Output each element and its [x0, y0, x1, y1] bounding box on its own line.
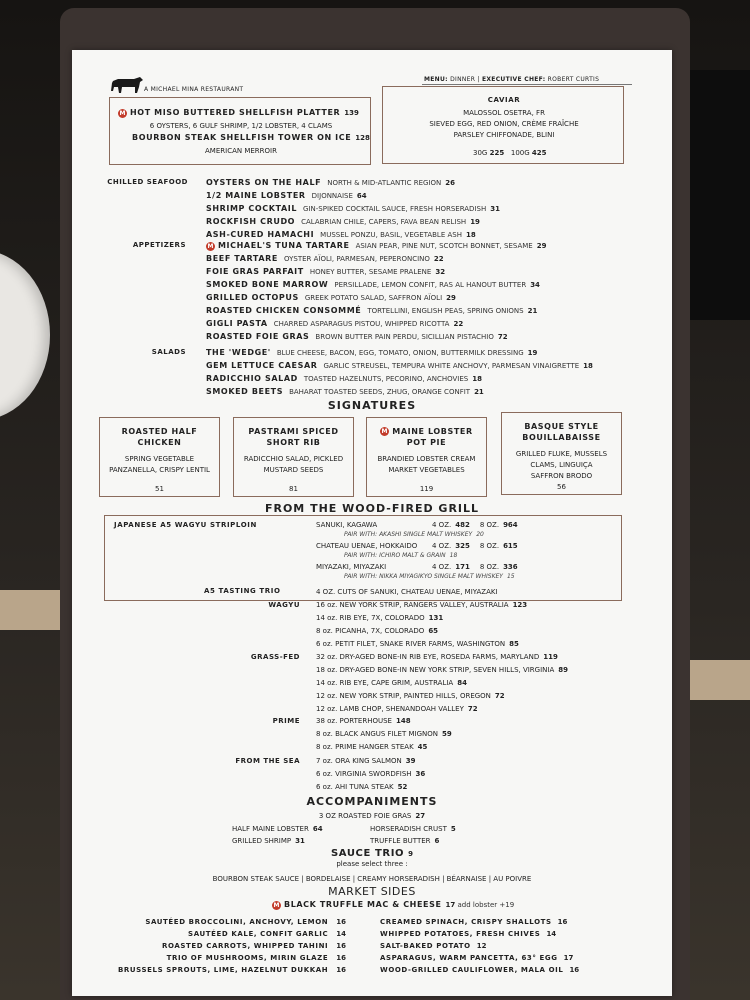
item-desc: OYSTER AÏOLI, PARMESAN, PEPERONCINO [283, 255, 430, 263]
side-desc: BRUSSELS SPROUTS, LIME, HAZELNUT DUKKAH [117, 966, 329, 974]
item-desc: DIJONNAISE [311, 192, 353, 200]
accomp-desc: HALF MAINE LOBSTER [232, 825, 309, 833]
item-name: ASH-CURED HAMACHI [206, 230, 315, 239]
accomp-desc: HORSERADISH CRUST [370, 825, 447, 833]
accomp-price: 64 [312, 825, 323, 833]
grill-item-desc: 8 oz. BLACK ANGUS FILET MIGNON [316, 730, 438, 738]
signature-title-2: SHORT RIB [266, 438, 321, 447]
grill-item-desc: 6 oz. VIRGINIA SWORDFISH [316, 770, 412, 778]
item-price: 31 [490, 205, 500, 213]
a5-pairing-price: 18 [449, 552, 458, 559]
a5-4oz-price: 482 [455, 521, 470, 529]
side-item [380, 930, 556, 938]
a5-cut-prices [432, 542, 518, 550]
side-price: 16 [336, 966, 346, 974]
item-price: 64 [356, 192, 367, 200]
accomp-item [232, 825, 323, 833]
side-item [102, 966, 346, 974]
grill-item-desc: 38 oz. PORTERHOUSE [316, 717, 392, 725]
side-desc: WHIPPED POTATOES, FRESH CHIVES [380, 930, 541, 938]
a5-pairing-text: PAIR WITH: AKASHI SINGLE MALT WHISKEY [344, 531, 473, 538]
grill-item [316, 757, 416, 765]
a5-cut-prices [432, 563, 518, 571]
item-price: 21 [527, 307, 538, 315]
signature-desc [367, 454, 486, 476]
sides-title: MARKET SIDES [328, 885, 416, 898]
item-desc: BROWN BUTTER PAIN PERDU, SICILLIAN PISTACHIO [315, 333, 494, 341]
side-item [380, 942, 486, 950]
side-desc: ASPARAGUS, WARM PANCETTA, 63° EGG [380, 954, 558, 962]
a5-cut-name: CHATEAU UENAE, HOKKAIDO [316, 542, 418, 550]
sauce-trio: SAUCE TRIO 9 [330, 848, 414, 859]
side-item [102, 942, 346, 950]
grill-item-price: 65 [428, 627, 439, 635]
caviar-line-2: SIEVED EGG, RED ONION, CRÈME FRAÎCHE [429, 120, 579, 128]
signature-title-1: BASQUE STYLE [524, 422, 599, 431]
signature-title [502, 421, 621, 443]
grill-item [316, 743, 427, 751]
signature-desc-2: PANZANELLA, CRISPY LENTIL [109, 466, 210, 474]
side-price: 14 [546, 930, 557, 938]
signature-title-1: ROASTED HALF [121, 427, 198, 436]
signature-title-1: PASTRAMI SPICED [248, 427, 339, 436]
side-price: 17 [563, 954, 574, 962]
side-item [380, 954, 573, 962]
item-name: 1/2 MAINE LOBSTER [206, 191, 306, 200]
signature-desc-2: MUSTARD SEEDS [263, 466, 324, 474]
item-name: OYSTERS ON THE HALF [206, 178, 322, 187]
caviar-box [382, 86, 624, 164]
grill-item-price: 89 [558, 666, 569, 674]
signature-price: 119 [419, 485, 434, 493]
signature-desc [100, 454, 219, 476]
item-name: SMOKED BONE MARROW [206, 280, 329, 289]
grill-item-desc: 12 oz. NEW YORK STRIP, PAINTED HILLS, OREGON [316, 692, 491, 700]
item-desc: BLUE CHEESE, BACON, EGG, TOMATO, ONION, BUTTERMILK DRESSING [276, 349, 524, 357]
accomp-price: 5 [450, 825, 456, 833]
a5-8oz-price: 964 [503, 521, 518, 529]
item-price: 18 [465, 231, 476, 239]
signature-card [501, 412, 622, 495]
item-name: THE 'WEDGE' [206, 348, 271, 357]
a5-8oz-price: 336 [503, 563, 518, 571]
a5-pairing [344, 552, 457, 559]
item-desc: CHARRED ASPARAGUS PISTOU, WHIPPED RICOTTA [273, 320, 450, 328]
menu-item [206, 361, 593, 370]
grill-item-desc: 6 oz. AHI TUNA STEAK [316, 783, 394, 791]
signature-title-2: POT PIE [406, 438, 447, 447]
side-desc: SAUTÉED BROCCOLINI, ANCHOVY, LEMON [145, 918, 329, 926]
grill-group-label: WAGYU [268, 601, 300, 609]
grill-item-desc: 32 oz. DRY-AGED BONE-IN RIB EYE, ROSEDA FARMS, MARYLAND [316, 653, 540, 661]
a5-title: JAPANESE A5 WAGYU STRIPLOIN [114, 521, 257, 529]
item-price: 34 [530, 281, 540, 289]
a5-8oz: 8 OZ. [479, 521, 500, 529]
grill-item-price: 52 [397, 783, 408, 791]
menu-value: DINNER [450, 76, 476, 83]
signature-title-2: BOUILLABAISSE [522, 433, 601, 442]
section-appetizers: APPETIZERS [132, 241, 186, 249]
side-item [102, 954, 346, 962]
sauce-subtitle: please select three : [336, 860, 408, 868]
grill-item-desc: 12 oz. LAMB CHOP, SHENANDOAH VALLEY [316, 705, 464, 713]
menu-type: MENU: DINNER | EXECUTIVE CHEF: ROBERT CURTIS [424, 76, 600, 83]
menu-item [206, 217, 480, 226]
a5-pairing [344, 573, 515, 580]
item-name: GEM LETTUCE CAESAR [206, 361, 318, 370]
item-name: FOIE GRAS PARFAIT [206, 267, 304, 276]
item-price: 72 [497, 333, 508, 341]
item-desc: GARLIC STREUSEL, TEMPURA WHITE ANCHOVY, PARMESAN VINAIGRETTE [323, 362, 580, 370]
side-price: 16 [336, 918, 346, 926]
menu-item [206, 267, 445, 276]
item-price: 29 [446, 294, 456, 302]
grill-item [316, 601, 527, 609]
side-desc: SALT-BAKED POTATO [380, 942, 471, 950]
signature-card [233, 417, 354, 497]
a5-cut-name: MIYAZAKI, MIYAZAKI [316, 563, 387, 571]
grill-item-desc: 14 oz. RIB EYE, 7X, COLORADO [316, 614, 425, 622]
signatures-title: SIGNATURES [327, 399, 417, 412]
accomp-price: 6 [434, 837, 440, 845]
grill-item [316, 705, 478, 713]
a5-8oz-price: 615 [503, 542, 518, 550]
grill-item [316, 627, 438, 635]
signature-desc-1: GRILLED FLUKE, MUSSELS [515, 450, 608, 458]
grill-item-price: 148 [395, 717, 411, 725]
menu-item [206, 374, 482, 383]
item-desc: TORTELLINI, ENGLISH PEAS, SPRING ONIONS [367, 307, 524, 315]
a5-4oz-price: 325 [455, 542, 470, 550]
item-price: 19 [527, 349, 538, 357]
a5-4oz: 4 OZ. [432, 521, 452, 529]
chef-label: EXECUTIVE CHEF: [481, 76, 546, 83]
item-name: SMOKED BEETS [206, 387, 284, 396]
side-price: 16 [569, 966, 580, 974]
accomp-item [232, 837, 305, 845]
accompaniments-title: ACCOMPANIMENTS [306, 795, 438, 808]
side-desc: ROASTED CARROTS, WHIPPED TAHINI [161, 942, 329, 950]
sides-feature: M BLACK TRUFFLE MAC & CHEESE 17 add lobster +19 [273, 900, 515, 909]
item-desc: GIN-SPIKED COCKTAIL SAUCE, FRESH HORSERADISH [303, 205, 487, 213]
item-price: 18 [472, 375, 482, 383]
a5-8oz: 8 OZ. [479, 542, 500, 550]
restaurant-tagline: A MICHAEL MINA RESTAURANT [144, 86, 244, 93]
grill-group-label: GRASS-FED [250, 653, 300, 661]
platter-desc-2: AMERICAN MERROIR [205, 147, 277, 155]
bull-logo-icon [110, 75, 144, 95]
grill-item [316, 770, 425, 778]
signature-card [99, 417, 220, 497]
grill-group-label: PRIME [272, 717, 300, 725]
grill-group-label: FROM THE SEA [235, 757, 300, 765]
platter-line-2: BOURBON STEAK SHELLFISH TOWER ON ICE 128 [132, 133, 370, 142]
item-price: 18 [583, 362, 593, 370]
chef-value: ROBERT CURTIS [547, 76, 600, 83]
a5-pairing [344, 531, 484, 538]
item-price: 19 [470, 218, 480, 226]
item-desc: MUSSEL PONZU, BASIL, VEGETABLE ASH [320, 231, 462, 239]
side-price: 16 [557, 918, 568, 926]
menu-item [206, 319, 463, 328]
item-desc: PERSILLADE, LEMON CONFIT, RAS AL HANOUT BUTTER [334, 281, 527, 289]
a5-trio-desc: 4 OZ. CUTS OF SANUKI, CHATEAU UENAE, MIYAZAKI [316, 588, 498, 596]
grill-item-desc: 16 oz. NEW YORK STRIP, RANGERS VALLEY, AUSTRALIA [316, 601, 509, 609]
item-price: 26 [445, 179, 455, 187]
item-name: SHRIMP COCKTAIL [206, 204, 298, 213]
signature-desc [234, 454, 353, 476]
item-desc: HONEY BUTTER, SESAME PRALENE [309, 268, 432, 276]
grill-item-desc: 6 oz. PETIT FILET, SNAKE RIVER FARMS, WASHINGTON [316, 640, 506, 648]
signature-desc [502, 449, 621, 482]
caviar-prices: 30G 225 100G 425 [473, 149, 547, 157]
m-logo-icon: M [273, 901, 280, 909]
a5-4oz: 4 OZ. [432, 542, 452, 550]
grill-item [316, 783, 407, 791]
section-chilled-seafood: CHILLED SEAFOOD [107, 178, 188, 186]
signature-desc-1: RADICCHIO SALAD, PICKLED [243, 455, 344, 463]
grill-item-price: 84 [457, 679, 467, 687]
menu-item [206, 306, 537, 315]
menu-item [206, 204, 500, 213]
grill-item [316, 614, 443, 622]
item-name: ROASTED FOIE GRAS [206, 332, 310, 341]
menu-item [206, 293, 456, 302]
menu-item [206, 280, 540, 289]
a5-4oz-price: 171 [455, 563, 470, 571]
grill-item [316, 640, 519, 648]
item-name: ROCKFISH CRUDO [206, 217, 296, 226]
a5-cut-name: SANUKI, KAGAWA [316, 521, 378, 529]
signature-title [367, 426, 486, 448]
item-desc: ASIAN PEAR, PINE NUT, SCOTCH BONNET, SESAME [355, 242, 533, 250]
grill-item [316, 653, 558, 661]
side-item [380, 918, 567, 926]
platter-line-1: M HOT MISO BUTTERED SHELLFISH PLATTER 139 [119, 108, 359, 117]
menu-item [206, 241, 546, 251]
m-logo-icon: M [381, 428, 389, 435]
accomp-desc: TRUFFLE BUTTER [370, 837, 431, 845]
grill-item-price: 72 [494, 692, 505, 700]
menu-item [206, 178, 455, 187]
menu-item [206, 332, 508, 341]
a5-pairing-text: PAIR WITH: NIKKA MIYAGIKYO SINGLE MALT WHISKEY [344, 573, 503, 580]
side-price: 16 [336, 954, 346, 962]
grill-item-price: 119 [543, 653, 558, 661]
grill-item-price: 123 [512, 601, 528, 609]
signature-price: 51 [155, 485, 164, 493]
caviar-line-1: MALOSSOL OSETRA, FR [463, 109, 545, 117]
signature-title [234, 426, 353, 448]
signature-title [100, 426, 219, 448]
side-desc: CREAMED SPINACH, CRISPY SHALLOTS [380, 918, 552, 926]
item-name: GIGLI PASTA [206, 319, 268, 328]
item-desc: BAHARAT TOASTED SEEDS, ZHUG, ORANGE CONFIT [289, 388, 471, 396]
grill-item-desc: 8 oz. PRIME HANGER STEAK [316, 743, 414, 751]
grill-title: FROM THE WOOD-FIRED GRILL [264, 502, 480, 515]
item-name: ROASTED CHICKEN CONSOMMÉ [206, 306, 362, 315]
signature-desc-2: CLAMS, LINGUIÇA [530, 461, 593, 469]
platter-box [109, 97, 371, 165]
signature-desc-1: BRANDIED LOBSTER CREAM [377, 455, 476, 463]
item-desc: NORTH & MID-ATLANTIC REGION [327, 179, 442, 187]
grill-item-price: 39 [405, 757, 416, 765]
side-price: 14 [336, 930, 346, 938]
m-logo-icon: M [207, 242, 214, 250]
item-price: 22 [453, 320, 464, 328]
platter-desc-1: 6 OYSTERS, 6 GULF SHRIMP, 1/2 LOBSTER, 4 CLAMS [149, 122, 333, 130]
grill-item-price: 72 [467, 705, 478, 713]
grill-item-desc: 18 oz. DRY-AGED BONE-IN NEW YORK STRIP, SEVEN HILLS, VIRGINIA [316, 666, 555, 674]
caviar-line-3: PARSLEY CHIFFONADE, BLINI [453, 131, 555, 139]
item-desc: GREEK POTATO SALAD, SAFFRON AÏOLI [304, 294, 443, 302]
grill-item [316, 666, 568, 674]
item-desc: CALABRIAN CHILE, CAPERS, FAVA BEAN RELISH [301, 218, 467, 226]
signature-title-2: CHICKEN [137, 438, 182, 447]
signature-desc-2: MARKET VEGETABLES [388, 466, 465, 474]
grill-item [316, 730, 452, 738]
side-price: 16 [336, 942, 346, 950]
grill-item [316, 679, 467, 687]
menu-item [206, 348, 537, 357]
side-item [380, 966, 579, 974]
m-logo-icon: M [119, 109, 126, 117]
item-name: MICHAEL'S TUNA TARTARE [218, 241, 350, 250]
accomp-item [370, 837, 439, 845]
side-price: 12 [476, 942, 487, 950]
a5-4oz: 4 OZ. [432, 563, 452, 571]
menu-item [206, 254, 444, 263]
grill-item-desc: 8 oz. PICANHA, 7X, COLORADO [316, 627, 425, 635]
grill-item [316, 717, 411, 725]
accomp-foie: 3 OZ ROASTED FOIE GRAS 27 [318, 812, 426, 820]
menu-item [206, 230, 476, 239]
grill-item-price: 36 [415, 770, 426, 778]
grill-item-desc: 14 oz. RIB EYE, CAPE GRIM, AUSTRALIA [316, 679, 454, 687]
sauce-list: BOURBON STEAK SAUCE | BORDELAISE | CREAMY HORSERADISH | BÉARNAISE | AU POIVRE [212, 875, 532, 883]
accomp-desc: GRILLED SHRIMP [232, 837, 292, 845]
item-name: RADICCHIO SALAD [206, 374, 298, 383]
item-price: 29 [536, 242, 547, 250]
section-salads: SALADS [151, 348, 186, 356]
signature-desc-3: SAFFRON BRODO [530, 472, 593, 480]
signature-title-1: MAINE LOBSTER [392, 427, 473, 436]
item-name: BEEF TARTARE [206, 254, 278, 263]
item-price: 21 [474, 388, 484, 396]
item-price: 32 [435, 268, 446, 276]
a5-trio-title: A5 TASTING TRIO [204, 587, 281, 595]
menu-paper [72, 50, 672, 996]
accomp-item [370, 825, 456, 833]
header-divider [422, 84, 632, 85]
grill-item-desc: 7 oz. ORA KING SALMON [316, 757, 402, 765]
a5-pairing-price: 15 [506, 573, 515, 580]
grill-item-price: 59 [441, 730, 452, 738]
item-price: 22 [433, 255, 444, 263]
accomp-price: 31 [295, 837, 305, 845]
signature-card [366, 417, 487, 497]
wood-plank-right [680, 660, 750, 700]
menu-item [206, 191, 367, 200]
item-name: GRILLED OCTOPUS [206, 293, 299, 302]
a5-cut-prices [432, 521, 518, 529]
grill-item-price: 45 [417, 743, 428, 751]
menu-item [206, 387, 484, 396]
side-item [102, 918, 346, 926]
caviar-title: CAVIAR [487, 96, 521, 104]
grill-item-price: 85 [509, 640, 519, 648]
side-desc: WOOD-GRILLED CAULIFLOWER, MALA OIL [380, 966, 564, 974]
side-desc: TRIO OF MUSHROOMS, MIRIN GLAZE [166, 954, 329, 962]
item-desc: TOASTED HAZELNUTS, PECORINO, ANCHOVIES [303, 375, 469, 383]
side-item [102, 930, 346, 938]
grill-item-price: 131 [428, 614, 444, 622]
signature-price: 81 [289, 485, 298, 493]
a5-pairing-text: PAIR WITH: ICHIRO MALT & GRAIN [344, 552, 446, 559]
grill-item [316, 692, 505, 700]
a5-8oz: 8 OZ. [479, 563, 500, 571]
side-desc: SAUTÉED KALE, CONFIT GARLIC [188, 930, 329, 938]
signature-price: 56 [557, 483, 566, 491]
a5-pairing-price: 20 [476, 531, 484, 538]
signature-desc-1: SPRING VEGETABLE [124, 455, 195, 463]
menu-label: MENU: [424, 76, 448, 83]
